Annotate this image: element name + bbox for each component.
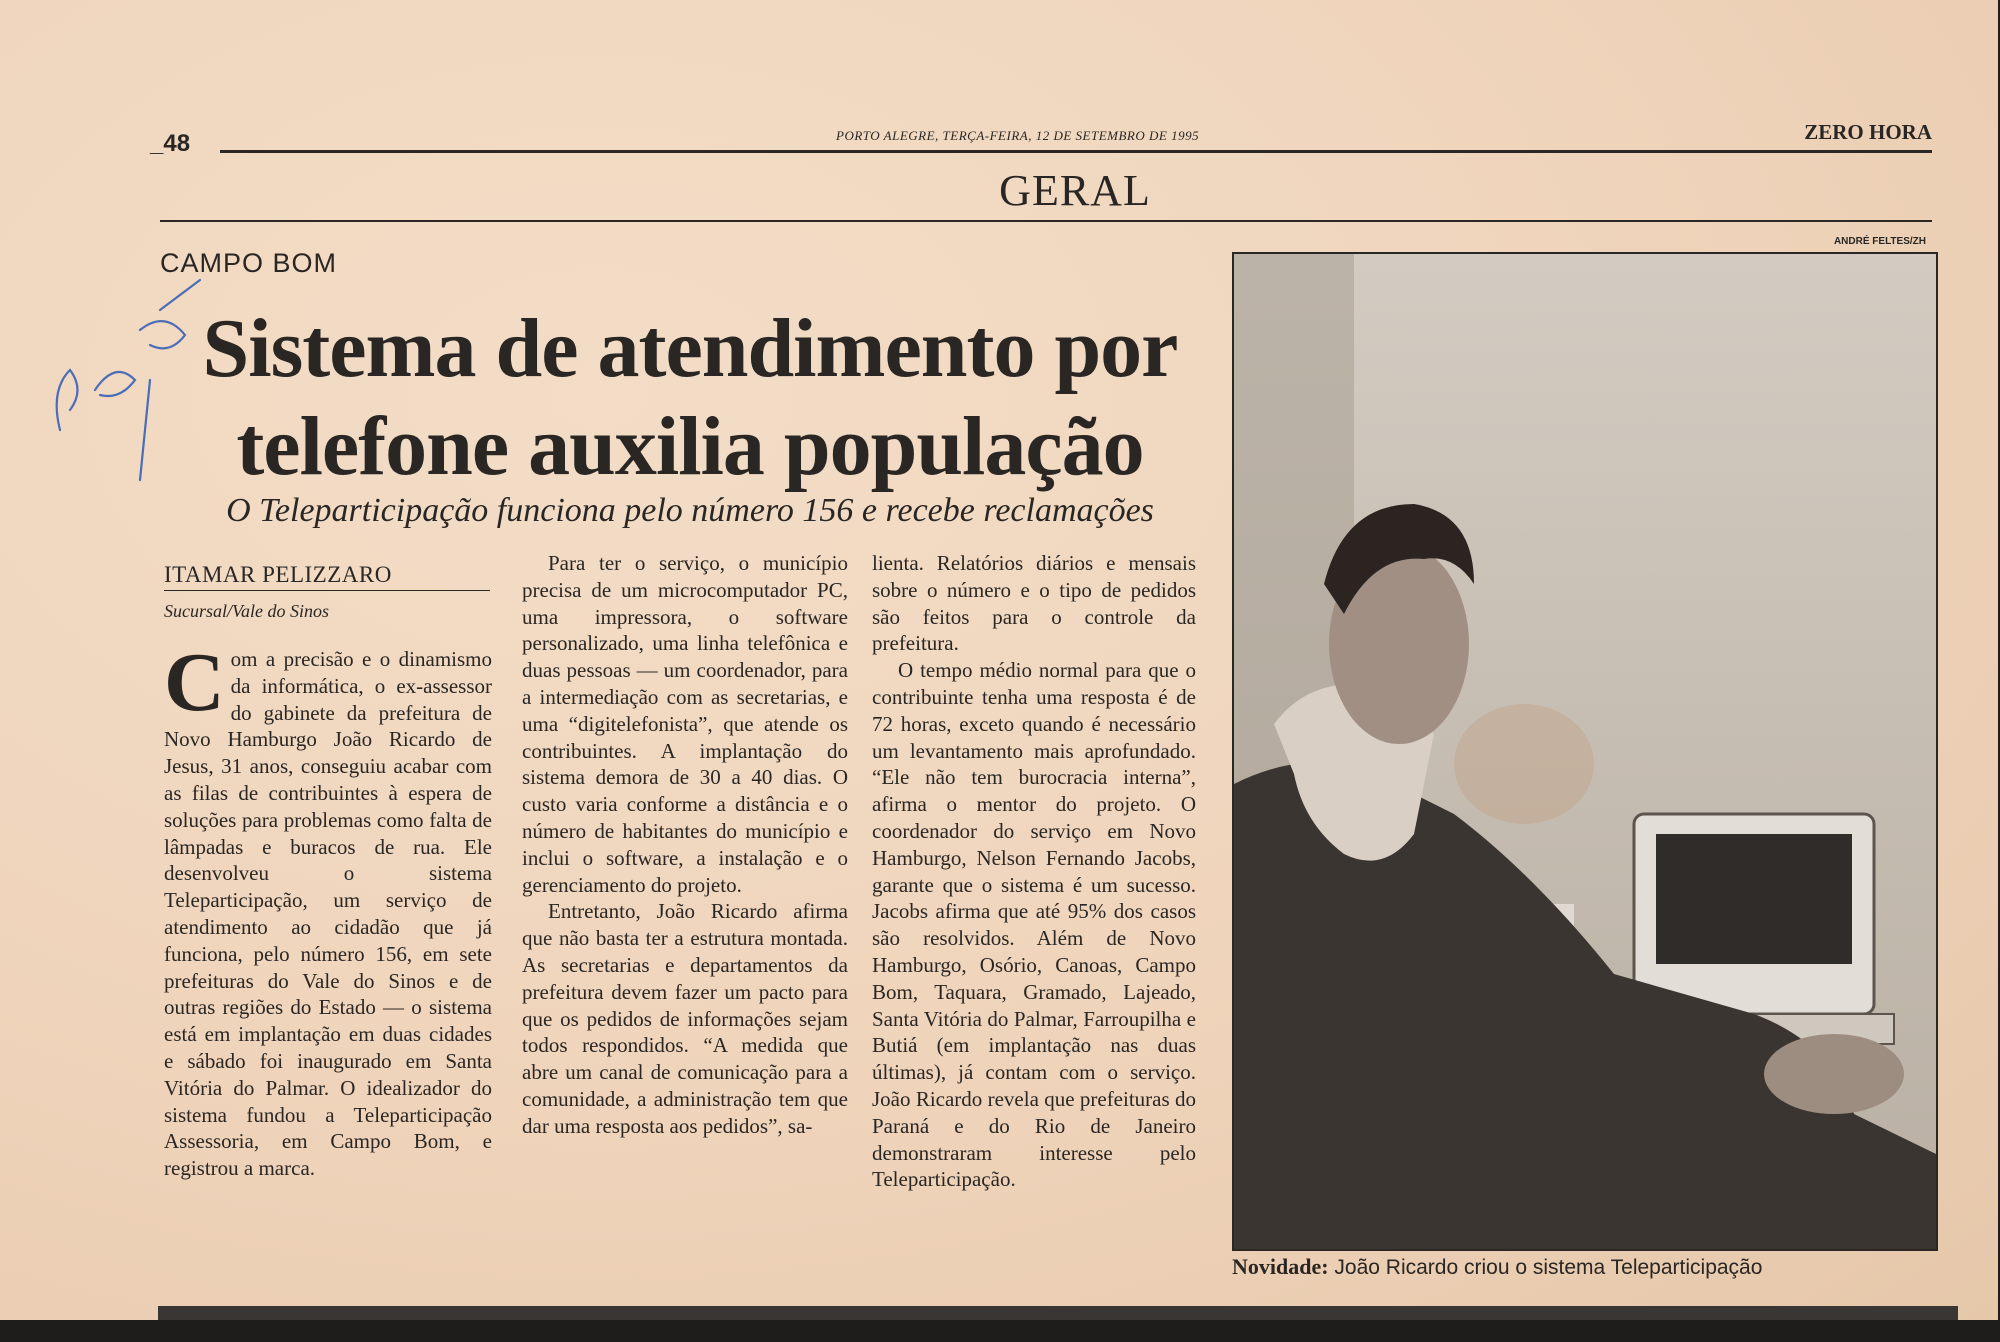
drop-cap: C [164, 636, 225, 729]
headline-line-1: Sistema de atendimento por [202, 302, 1178, 395]
pen-strokes [57, 280, 200, 480]
page-number-value: 48 [163, 130, 191, 157]
column-3-paragraph-2: O tempo médio normal para que o contribuinte tenha uma resposta é de 72 horas, exceto quando é necessário um levantamento mais aprofundado. “Ele não tem burocracia interna”, afirma o mentor do projeto. O coordenador do serviço em Novo Hamburgo, Nelson Fernando Jacobs, garante que o sistema é um sucesso. Jacobs afirma que até 95% dos casos são resolvidos. Além de Novo Hamburgo, Osório, Canoas, Campo Bom, Taquara, Gramado, Lajeado, Santa Vitória do Palmar, Farroupilha e Butiá (em implantação nas duas últimas), já contam com o serviço. João Ricardo revela que prefeituras do Paraná e do Rio de Janeiro demonstraram interesse pelo Teleparticipação. [872, 658, 1196, 1192]
photo-stain [1454, 704, 1594, 824]
column-2-paragraph-2: Entretanto, João Ricardo afirma que não basta ter a estrutura montada. As secretarias e departamentos da prefeitura devem fazer um pacto para que os pedidos de informações sejam todos respondidos. “A medida que abre um canal de comunicação para a comunidade, a administração tem que dar uma resposta aos pedidos”, sa- [522, 899, 848, 1138]
column-2-paragraph-1: Para ter o serviço, o município precisa de um microcomputador PC, uma impressora, o software personalizado, uma linha telefônica e duas pessoas — um coordenador, para a intermediação com as secretarias, e uma “digitelefonista”, que atende os contribuintes. A implantação do sistema demora de 30 a 40 dias. O custo varia conforme a distância e o número de habitantes do município e inclui o software, a instalação e o gerenciamento do projeto. [522, 551, 848, 897]
article-photo [1232, 252, 1938, 1251]
person-hand [1764, 1034, 1904, 1114]
byline-block [164, 562, 490, 622]
byline: ITAMAR PELIZZARO [164, 562, 490, 591]
caption-label: Novidade: [1232, 1254, 1329, 1279]
article-column-1 [164, 636, 492, 1182]
article-column-3 [872, 550, 1196, 1193]
bottom-bar [158, 1306, 1958, 1320]
monitor-screen [1656, 834, 1852, 964]
bureau: Sucursal/Vale do Sinos [164, 601, 329, 621]
section-rule [160, 220, 1932, 222]
dateline: PORTO ALEGRE, TERÇA-FEIRA, 12 DE SETEMBRO DE 1995 [836, 128, 1200, 143]
page-number: _48 [150, 130, 191, 157]
section-title: GERAL [999, 166, 1151, 215]
article-kicker: CAMPO BOM [160, 248, 338, 278]
header-rule [220, 150, 1932, 153]
caption-text: João Ricardo criou o sistema Teleparticipação [1334, 1256, 1763, 1279]
article-headline [160, 300, 1220, 496]
headline-line-2: telefone auxilia população [236, 400, 1144, 493]
article-column-2 [522, 550, 848, 1140]
column-1-text: om a precisão e o dinamismo da informática, o ex-assessor do gabinete da prefeitura de Novo Hamburgo João Ricardo de Jesus, 31 anos, conseguiu acabar com as filas de contribuintes à espera de soluções para problemas como falta de lâmpadas e buracos de rua. Ele desenvolveu o sistema Teleparticipação, um serviço de atendimento ao cidadão que já funciona, pelo número 156, em sete prefeituras do Vale do Sinos e de outras regiões do Estado — o sistema está em implantação em duas cidades e sábado foi inaugurado em Santa Vitória do Palmar. O idealizador do sistema fundou a Teleparticipação Assessoria, em Campo Bom, e registrou a marca. [164, 647, 492, 1181]
masthead: ZERO HORA [1804, 120, 1932, 144]
handwritten-annotation [40, 240, 210, 500]
photo-credit: ANDRÉ FELTES/ZH [1833, 236, 1926, 247]
photo-caption [1232, 1254, 1762, 1280]
column-3-paragraph-1: lienta. Relatórios diários e mensais sobre o número e o tipo de pedidos são feitos para o controle da prefeitura. [872, 551, 1196, 656]
article-deck: O Teleparticipação funciona pelo número 156 e recebe reclamações [226, 492, 1154, 529]
photo-illustration [1234, 254, 1936, 1249]
